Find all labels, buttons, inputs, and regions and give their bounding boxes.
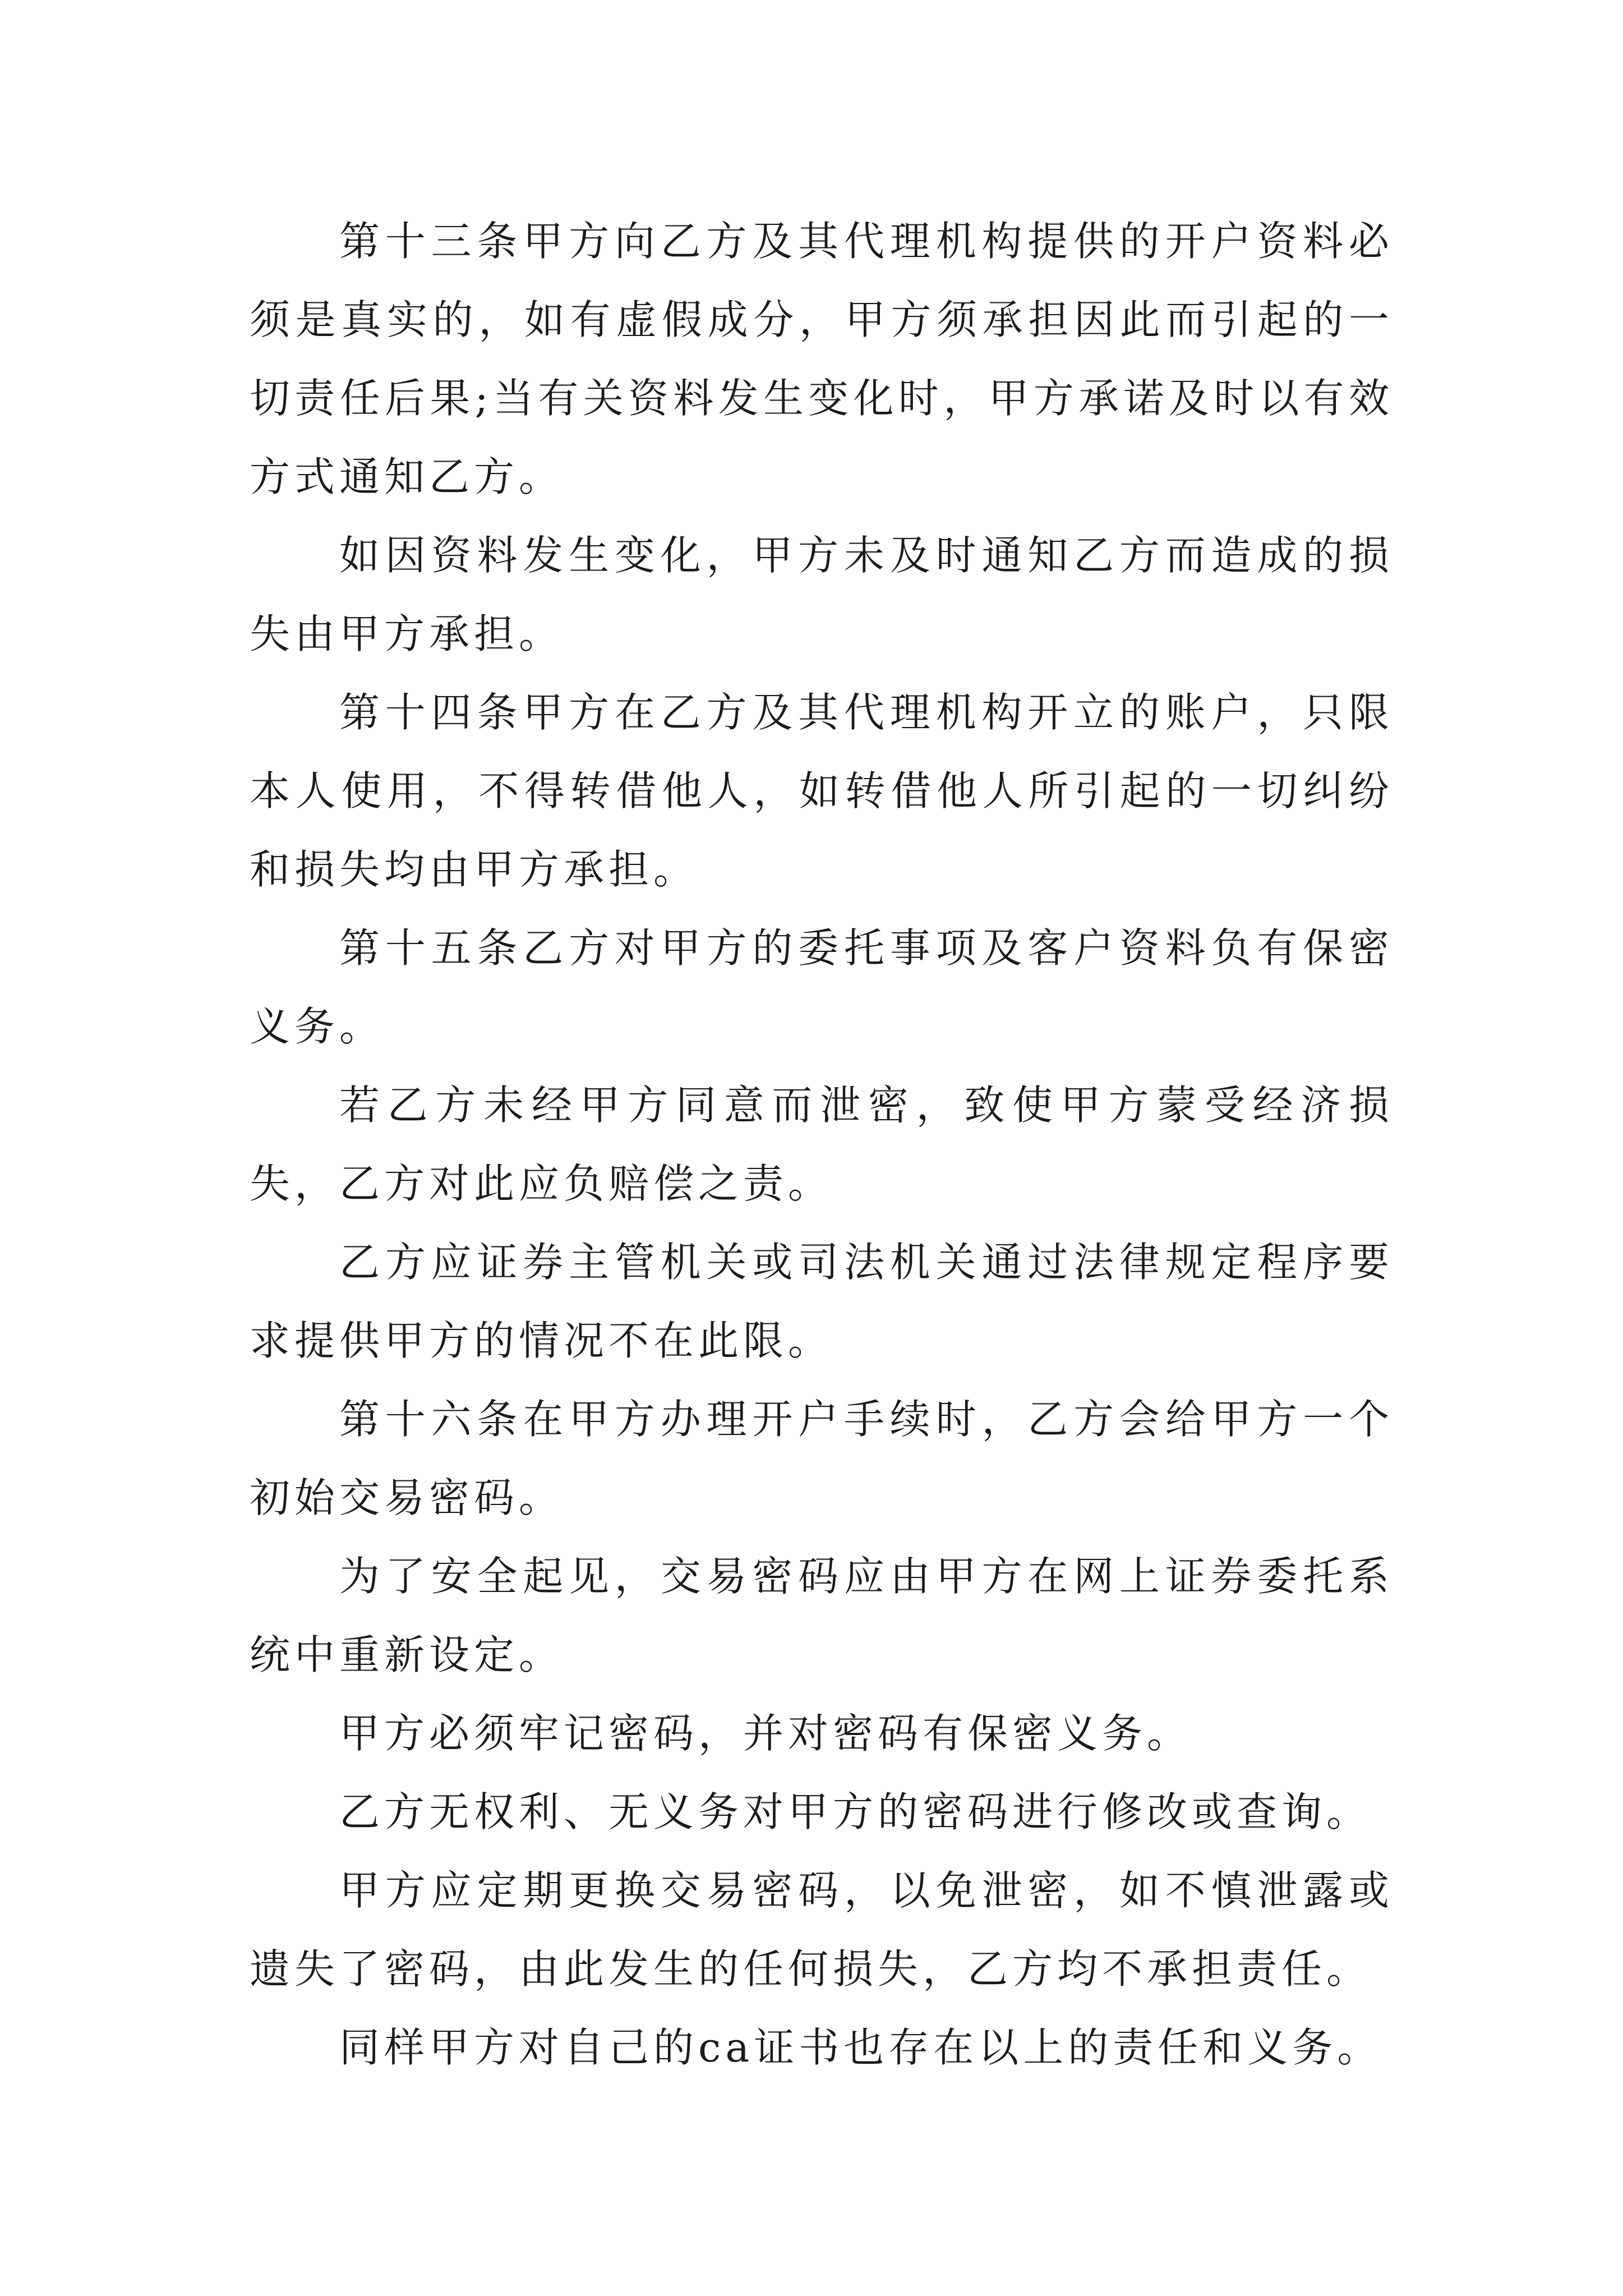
paragraph-article-13: 第十三条甲方向乙方及其代理机构提供的开户资料必须是真实的，如有虚假成分，甲方须承担因此而引起的一切责任后果;当有关资料发生变化时，甲方承诺及时以有效方式通知乙方。 (250, 218, 1394, 500)
paragraph-article-16: 第十六条在甲方办理开户手续时，乙方会给甲方一个初始交易密码。 (250, 1396, 1394, 1521)
paragraph-article-13-loss: 如因资料发生变化，甲方未及时通知乙方而造成的损失由甲方承担。 (250, 532, 1394, 657)
paragraph-article-15-exception: 乙方应证券主管机关或司法机关通过法律规定程序要求提供甲方的情况不在此限。 (250, 1239, 1394, 1364)
paragraph-article-15-leak: 若乙方未经甲方同意而泄密，致使甲方蒙受经济损失，乙方对此应负赔偿之责。 (250, 1082, 1394, 1207)
paragraph-article-16-remember: 甲方必须牢记密码，并对密码有保密义务。 (339, 1710, 1192, 1757)
paragraph-article-14: 第十四条甲方在乙方及其代理机构开立的账户，只限本人使用，不得转借他人，如转借他人所引起的一切纠纷和损失均由甲方承担。 (250, 689, 1394, 893)
paragraph-article-16-no-right: 乙方无权利、无义务对甲方的密码进行修改或查询。 (339, 1788, 1372, 1835)
paragraph-article-16-change: 甲方应定期更换交易密码，以免泄密，如不慎泄露或遗失了密码，由此发生的任何损失，乙方均不承担责任。 (250, 1867, 1394, 1993)
paragraph-article-16-ca-cert: 同样甲方对自己的ca证书也存在以上的责任和义务。 (339, 2024, 1382, 2071)
paragraph-article-16-reset: 为了安全起见，交易密码应由甲方在网上证券委托系统中重新设定。 (250, 1553, 1394, 1678)
paragraph-article-15: 第十五条乙方对甲方的委托事项及客户资料负有保密义务。 (250, 924, 1394, 1050)
document-body (250, 202, 1394, 2087)
